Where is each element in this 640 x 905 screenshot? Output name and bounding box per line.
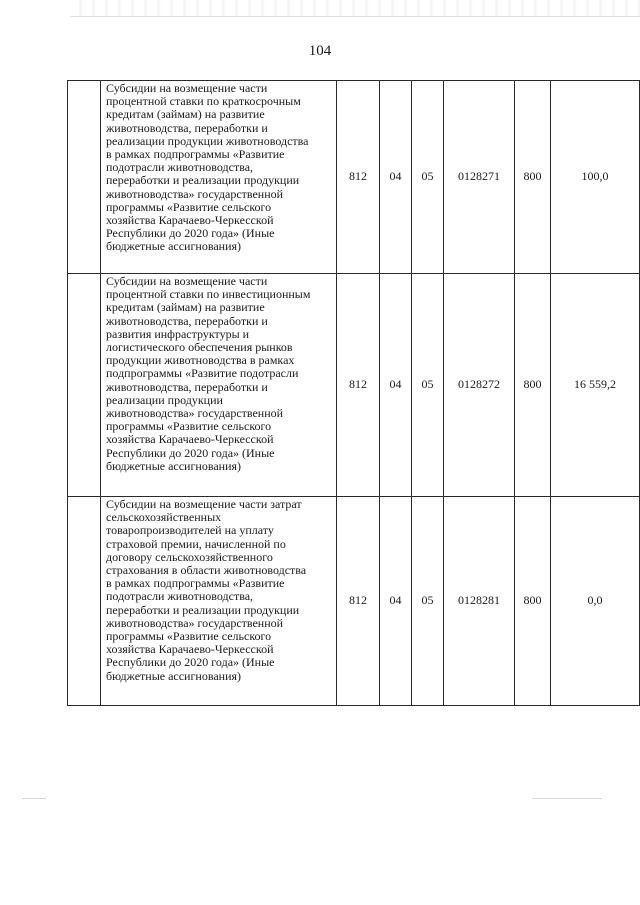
row-description: [101, 81, 337, 274]
description-line: животноводства, переработки и: [106, 379, 268, 394]
description-line: Республики до 2020 года» (Иные: [106, 655, 275, 670]
description-line: договору сельскохозяйственного: [106, 549, 273, 564]
empty-cell: [68, 81, 101, 274]
page-number: 104: [308, 43, 332, 59]
description-line: бюджетные ассигнования): [106, 458, 242, 473]
description-line: сельскохозяйственных: [106, 510, 222, 525]
description-line: процентной ставки по инвестиционным: [106, 287, 311, 302]
ministry-code: 812: [337, 497, 380, 706]
ministry-code: 812: [337, 274, 380, 497]
description-line: хозяйства Карачаево-Черкесской: [106, 642, 274, 657]
description-line: программы «Развитие сельского: [106, 199, 272, 214]
description-line: страховой премии, начисленной по: [106, 536, 286, 551]
table-row: [68, 497, 640, 706]
description-line: программы «Развитие сельского: [106, 419, 272, 434]
scan-artifact-mark: [532, 798, 602, 799]
budget-table: [67, 80, 640, 706]
empty-cell: [68, 274, 101, 497]
amount: 100,0: [551, 81, 640, 274]
subsection-code: 05: [412, 81, 444, 274]
target-article-code: 0128272: [444, 274, 515, 497]
description-line: переработки и реализации продукции: [106, 173, 300, 188]
description-line: развития инфраструктуры и: [106, 326, 250, 341]
section-code: 04: [380, 497, 412, 706]
description-line: переработки и реализации продукции: [106, 602, 300, 617]
description-line: реализации продукции: [106, 392, 223, 407]
description-line: животноводства» государственной: [106, 406, 284, 421]
description-line: животноводства» государственной: [106, 186, 284, 201]
scan-artifact-top: [70, 0, 640, 17]
description-line: кредитам (займам) на развитие: [106, 107, 265, 122]
description-line: бюджетные ассигнования): [106, 239, 242, 254]
section-code: 04: [380, 274, 412, 497]
description-line: животноводства, переработки и: [106, 120, 268, 135]
amount: 16 559,2: [551, 274, 640, 497]
description-line: страхования в области животноводства: [106, 563, 307, 578]
description-line: подпрограммы «Развитие подотрасли: [106, 366, 299, 381]
description-line: товаропроизводителей на уплату: [106, 523, 274, 538]
description-line: в рамках подпрограммы «Развитие: [106, 147, 285, 162]
target-article-code: 0128271: [444, 81, 515, 274]
description-line: программы «Развитие сельского: [106, 629, 272, 644]
description-line: процентной ставки по краткосрочным: [106, 94, 301, 109]
description-line: животноводства, переработки и: [106, 313, 268, 328]
description-line: Республики до 2020 года» (Иные: [106, 445, 275, 460]
description-line: в рамках подпрограммы «Развитие: [106, 576, 285, 591]
description-line: бюджетные ассигнования): [106, 668, 242, 683]
description-line: хозяйства Карачаево-Черкесской: [106, 213, 274, 228]
description-line: Субсидии на возмещение части: [106, 274, 268, 288]
expense-type-code: 800: [515, 274, 551, 497]
description-line: продукции животноводства в рамках: [106, 353, 295, 368]
amount: 0,0: [551, 497, 640, 706]
empty-cell: [68, 497, 101, 706]
description-line: Субсидии на возмещение части затрат: [106, 497, 302, 511]
description-line: подотрасли животноводства,: [106, 589, 254, 604]
subsection-code: 05: [412, 274, 444, 497]
description-line: Субсидии на возмещение части: [106, 81, 268, 95]
description-line: логистического обеспечения рынков: [106, 340, 293, 355]
description-line: подотрасли животноводства,: [106, 160, 254, 175]
expense-type-code: 800: [515, 497, 551, 706]
ministry-code: 812: [337, 81, 380, 274]
description-line: хозяйства Карачаево-Черкесской: [106, 432, 274, 447]
description-line: Республики до 2020 года» (Иные: [106, 226, 275, 241]
section-code: 04: [380, 81, 412, 274]
description-line: кредитам (займам) на развитие: [106, 300, 265, 315]
expense-type-code: 800: [515, 81, 551, 274]
scan-artifact-mark: [22, 798, 46, 799]
description-line: животноводства» государственной: [106, 615, 284, 630]
subsection-code: 05: [412, 497, 444, 706]
row-description: [101, 274, 337, 497]
description-line: реализации продукции животноводства: [106, 133, 309, 148]
table-row: [68, 274, 640, 497]
target-article-code: 0128281: [444, 497, 515, 706]
row-description: [101, 497, 337, 706]
table-row: [68, 81, 640, 274]
